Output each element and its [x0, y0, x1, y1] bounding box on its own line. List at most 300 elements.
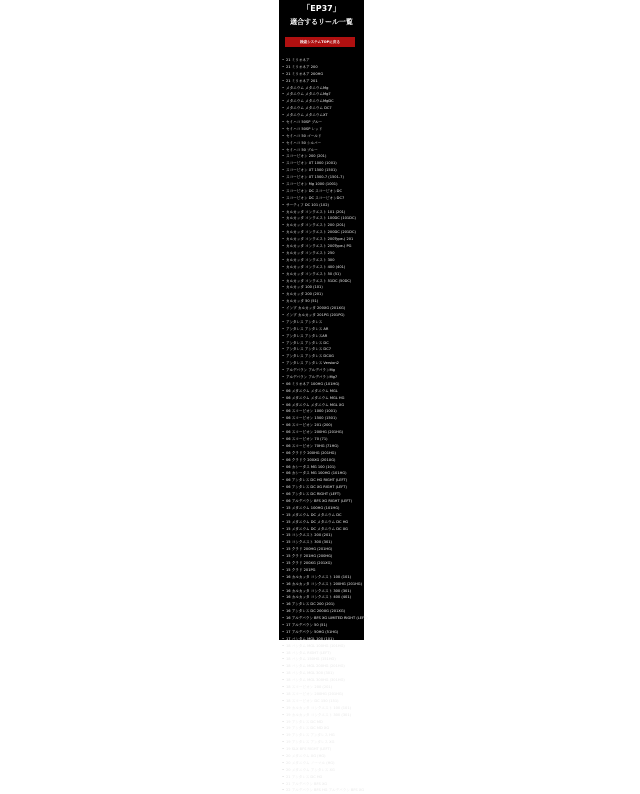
reel-list-item[interactable] — [282, 319, 362, 326]
bullet-icon: • — [282, 602, 285, 607]
reel-list-item[interactable] — [282, 787, 365, 794]
bullet-icon: • — [282, 519, 285, 524]
reel-list-item-label: 06 スコーピオン 70 (71) — [286, 436, 328, 441]
bullet-icon: • — [282, 354, 285, 359]
bullet-icon: • — [282, 478, 285, 483]
reel-list-item-label: スコーピオン Mg 1000 (1001) — [286, 182, 338, 187]
reel-list-item-label: 17 アルデバラン 50 (51) — [286, 623, 328, 628]
reel-list-item[interactable] — [282, 705, 362, 712]
reel-list-item[interactable] — [282, 257, 362, 264]
bullet-icon: • — [282, 175, 285, 180]
reel-list-item[interactable] — [282, 519, 362, 526]
bullet-icon: • — [282, 120, 285, 125]
reel-list-item-label: セイハコ 50SP レッド — [286, 126, 323, 131]
reel-list-item-label: スコーピオン 200 (201) — [286, 154, 327, 159]
bullet-icon: • — [282, 485, 285, 490]
reel-list-item[interactable] — [282, 539, 362, 546]
bullet-icon: • — [282, 388, 285, 393]
bullet-icon: • — [282, 409, 285, 414]
reel-list-item-label: 15 メタニウム DC メタニウム DC HG — [286, 519, 349, 524]
reel-list-item[interactable] — [282, 250, 362, 257]
bullet-icon: • — [282, 340, 285, 345]
reel-list-item-label: アンタレス アンタレスAR — [286, 333, 328, 338]
bullet-icon: • — [282, 78, 285, 83]
reel-list-item[interactable] — [282, 236, 362, 243]
reel-list-item[interactable] — [282, 691, 362, 698]
bullet-icon: • — [282, 423, 285, 428]
reel-list-panel — [279, 0, 368, 793]
bullet-icon: • — [282, 333, 285, 338]
reel-list-item[interactable] — [282, 725, 362, 732]
reel-list-item-label: スコーピオン XT 1500 (1501) — [286, 168, 337, 173]
reel-list-item-label: カルカッタ コンクエスト 200 (201) — [286, 223, 346, 228]
bullet-icon: • — [282, 533, 285, 538]
bullet-icon: • — [282, 92, 285, 97]
bullet-icon: • — [282, 182, 285, 187]
bullet-icon: • — [282, 588, 285, 593]
reel-list-item-label: 16 カルカッタ コンクエスト 100 (101) — [286, 574, 352, 579]
reel-list-item-label: 06 クラドラ 200XG (201XG) — [286, 457, 336, 462]
back-to-search-top-button[interactable]: 検索システムTOPに戻る — [285, 37, 355, 47]
bullet-icon: • — [282, 671, 285, 676]
reel-list-item[interactable] — [282, 712, 362, 719]
bullet-icon: • — [282, 492, 285, 497]
reel-list-item-label: 06 アルデバラン BFS XG RIGHT (LEFT) — [286, 499, 352, 503]
reel-list-item[interactable] — [282, 574, 362, 581]
reel-list-item[interactable] — [282, 464, 362, 471]
bullet-icon: • — [282, 788, 285, 793]
reel-list-item[interactable] — [282, 388, 362, 395]
reel-list-item[interactable] — [282, 663, 362, 670]
bullet-icon: • — [282, 719, 285, 724]
bullet-icon: • — [282, 581, 285, 586]
bullet-icon: • — [282, 361, 285, 366]
reel-list-item-label: スコーピオン XT 1000 (1001) — [286, 161, 337, 166]
reel-list-item-label: 15 メタニウム DC メタニウム DC — [286, 512, 342, 517]
bullet-icon: • — [282, 216, 285, 221]
reel-list-item[interactable] — [282, 746, 362, 753]
bullet-icon: • — [282, 374, 285, 379]
reel-list-item[interactable] — [282, 147, 362, 154]
bullet-icon: • — [282, 326, 285, 331]
reel-list-item[interactable] — [282, 470, 362, 477]
bullet-icon: • — [282, 540, 285, 545]
reel-list-item-label: カルカッタ 100 (101) — [286, 285, 323, 290]
bullet-icon: • — [282, 368, 285, 373]
reel-list-item[interactable] — [282, 264, 362, 271]
reel-list-item[interactable] — [282, 422, 362, 429]
bullet-icon: • — [282, 58, 285, 62]
reel-list-item-label: 19 アンタレス アンタレス XG — [286, 740, 335, 745]
reel-list-item-label: セイハコ 50 ゴールド — [286, 133, 322, 138]
reel-list-item[interactable] — [282, 457, 362, 464]
reel-list-item-label: 06 カシータス MG 100HG (101HG) — [286, 471, 347, 476]
reel-list-item-label: 18 バンタム MGL 100HG (101HG) — [286, 643, 345, 648]
reel-list-item-label: 16 カルカッタ コンクエスト 400 (401) — [286, 595, 352, 600]
reel-list-item[interactable] — [282, 346, 362, 353]
reel-list-item-label: アンタレス アンタレス DCXG — [286, 354, 334, 359]
bullet-icon: • — [282, 113, 285, 118]
bullet-icon: • — [282, 312, 285, 317]
reel-list-item[interactable] — [282, 650, 362, 657]
reel-list-item[interactable] — [282, 312, 362, 319]
reel-list-item-label: 18 バンタム RIGHT (LEFT) — [286, 650, 331, 655]
reel-list-item-label: カルカッタ コンクエスト 250 — [286, 250, 335, 255]
reel-list-item[interactable] — [282, 594, 362, 601]
bullet-icon: • — [282, 567, 285, 572]
bullet-icon: • — [282, 209, 285, 214]
bullet-icon: • — [282, 443, 285, 448]
reel-list-item-label: アンタレス アンタレス — [286, 319, 323, 324]
reel-list-item[interactable] — [282, 222, 362, 229]
reel-list-item-label: 19 アンタレス DC MD XG — [286, 726, 330, 731]
bullet-icon: • — [282, 457, 285, 462]
reel-list-item-label: カルカッタ コンクエスト 200Type-J 201 — [286, 237, 354, 242]
bullet-icon: • — [282, 499, 285, 503]
reel-list-item-label: インプ カルカッタ 201PG (201PG) — [286, 312, 345, 317]
bullet-icon: • — [282, 747, 285, 752]
reel-list-item-label: 06 ミリオネア 100HG (101HG) — [286, 381, 340, 386]
reel-list-item-label: 19 カルカッタ コンクエスト 300 (301) — [286, 712, 352, 717]
reel-list-item[interactable] — [282, 719, 362, 726]
bullet-icon: • — [282, 257, 285, 262]
page-subtitle: 適合するリール一覧 — [290, 18, 353, 26]
reel-list-item[interactable] — [282, 636, 362, 643]
bullet-icon: • — [282, 436, 285, 441]
reel-list-item[interactable] — [282, 209, 362, 216]
bullet-icon: • — [282, 712, 285, 717]
reel-list-item-label: 21 アンタレス DC HG — [286, 774, 323, 779]
reel-list-item-label: メタニウム メタニウム DC7 — [286, 106, 332, 111]
bullet-icon: • — [282, 698, 285, 703]
bullet-icon: • — [282, 753, 285, 758]
bullet-icon: • — [282, 554, 285, 559]
reel-list-item[interactable] — [282, 505, 362, 512]
reel-list-item[interactable] — [282, 684, 362, 691]
reel-list-item-label: アルデバラン アルデバランMg — [286, 368, 335, 373]
reel-list-item-label: 18 バンタム 150HG (151HG) — [286, 657, 336, 662]
bullet-icon: • — [282, 71, 285, 76]
bullet-icon: • — [282, 526, 285, 531]
reel-list-item-label: 20 メタニウム ノーマル (HG) — [286, 760, 335, 765]
reel-list-item[interactable] — [282, 760, 362, 767]
bullet-icon: • — [282, 623, 285, 628]
reel-list-item[interactable] — [282, 581, 362, 588]
reel-list-item-label: カルカッタ 200 (201) — [286, 292, 323, 297]
reel-list-item[interactable] — [282, 284, 362, 291]
reel-list-item[interactable] — [282, 567, 362, 574]
reel-list-item-label: 18 スコーピオン DC 150 (151) — [286, 698, 339, 703]
bullet-icon: • — [282, 99, 285, 104]
reel-list-item[interactable] — [282, 643, 362, 650]
bullet-icon: • — [282, 244, 285, 249]
reel-list-item[interactable] — [282, 608, 362, 615]
bullet-icon: • — [282, 237, 285, 242]
reel-list-item[interactable] — [282, 560, 362, 567]
reel-list-item[interactable] — [282, 443, 362, 450]
reel-list-item-label: サーティフ DC 101 (102) — [286, 202, 329, 207]
reel-list-item-label: 06 スコーピオン 1500 (1501) — [286, 416, 337, 421]
reel-list-item-label: メタニウム メタニウムMg7 — [286, 92, 331, 97]
reel-list-item-label: カルカッタ コンクエスト 400 (401) — [286, 264, 346, 269]
reel-list-item-label: カルカッタ コンクエスト 300 — [286, 257, 335, 262]
reel-list-item[interactable] — [282, 670, 362, 677]
bullet-icon: • — [282, 140, 285, 145]
reel-list-item[interactable] — [282, 126, 362, 133]
reel-list-item[interactable] — [282, 408, 362, 415]
bullet-icon: • — [282, 781, 285, 786]
reel-list-item-label: カルカッタ コンクエスト 100DC (101DC) — [286, 216, 356, 221]
reel-list-item-label: 15 メタニウム DC メタニウム DC XG — [286, 526, 348, 531]
reel-list-item-label: セイハコ 50SP ブルー — [286, 120, 323, 125]
reel-list-item[interactable] — [282, 195, 362, 202]
reel-list-item[interactable] — [282, 732, 362, 739]
bullet-icon: • — [282, 168, 285, 173]
reel-list-item-label: アンタレス アンタレス Version2 — [286, 361, 339, 366]
reel-list-item[interactable] — [282, 160, 362, 167]
reel-list-item-label: 06 アンタレス DC RIGHT (LEFT) — [286, 492, 341, 497]
reel-list-item-label: 18 スコーピオン 200HG (201HG) — [286, 691, 344, 696]
bullet-icon: • — [282, 471, 285, 476]
reel-list-item[interactable] — [282, 78, 362, 85]
reel-list-item-label: メタニウム メタニウムMgDC — [286, 99, 334, 104]
reel-list-item-label: カルカッタ コンクエスト 51DC (50DC) — [286, 278, 352, 283]
reel-list-item-label: アンタレス アンタレス DC — [286, 340, 329, 345]
reel-list-item[interactable] — [282, 546, 362, 553]
bullet-icon: • — [282, 250, 285, 255]
reel-list-item-label: 06 メタニウム メタニウム MGL XG — [286, 402, 345, 407]
reel-list-item[interactable] — [282, 491, 362, 498]
reel-list-item[interactable] — [282, 656, 362, 663]
reel-list-item[interactable] — [282, 85, 362, 92]
reel-list-item[interactable] — [282, 512, 362, 519]
reel-list-item-label: カルカッタ コンクエスト 101 (201) — [286, 209, 346, 214]
reel-list-item[interactable] — [282, 615, 368, 622]
bullet-icon: • — [282, 616, 285, 621]
reel-list-item[interactable] — [282, 367, 362, 374]
reel-list-item[interactable] — [282, 167, 362, 174]
reel-list-item[interactable] — [282, 526, 362, 533]
reel-list-item-label: 21 アルデバラン BFS XG — [286, 781, 328, 786]
reel-list-item-label: 19 アンタレス アンタレス HG — [286, 733, 335, 738]
bullet-icon: • — [282, 450, 285, 455]
reel-list-item-label: メタニウム メタニウムMg — [286, 85, 329, 90]
reel-list-item-label: 18 バンタム MGL 300HG (301HG) — [286, 678, 345, 683]
reel-list-item[interactable] — [282, 140, 362, 147]
bullet-icon: • — [282, 402, 285, 407]
bullet-icon: • — [282, 760, 285, 765]
reel-list-item-label: 06 スコーピオン 70HG (71HG) — [286, 443, 339, 448]
reel-list-item[interactable] — [282, 436, 362, 443]
page-title: 「EP37」 — [302, 4, 341, 13]
reel-list-item-label: 06 スコーピオン 200HG (201HG) — [286, 430, 344, 435]
reel-list-item[interactable] — [282, 119, 362, 126]
reel-list-item[interactable] — [282, 677, 362, 684]
reel-list-item[interactable] — [282, 353, 362, 360]
reel-list-item-label: インプ カルカッタ 200XG (201XG) — [286, 306, 346, 311]
reel-list-item[interactable] — [282, 215, 362, 222]
bullet-icon: • — [282, 278, 285, 283]
reel-list-item-label: セイハコ 50 ブルー — [286, 147, 318, 152]
bullet-icon: • — [282, 133, 285, 138]
reel-list-item[interactable] — [282, 553, 362, 560]
reel-list-item[interactable] — [282, 98, 362, 105]
reel-list-item-label: 06 メタニウム メタニウム MGL HG — [286, 395, 345, 400]
reel-list-item-label: 19 SLX BFS RIGHT (LEFT) — [286, 747, 332, 752]
bullet-icon: • — [282, 464, 285, 469]
reel-list-item[interactable] — [282, 91, 362, 98]
reel-list-item[interactable] — [282, 415, 362, 422]
reel-list-item-label: アンタレス アンタレス DC7 — [286, 347, 331, 352]
reel-list-item[interactable] — [282, 243, 362, 250]
reel-list-item[interactable] — [282, 698, 362, 705]
bullet-icon: • — [282, 726, 285, 731]
reel-list-item-label: 19 アンタレス DC MD — [286, 719, 323, 724]
reel-list-item-label: 06 カシータス MG 100 (101) — [286, 464, 336, 469]
reel-list-item-label: 17 バンタム MGL 100 (101) — [286, 636, 334, 641]
bullet-icon: • — [282, 705, 285, 710]
reel-list-item-label: 06 スコーピオン 1000 (1001) — [286, 409, 337, 414]
reel-list-item[interactable] — [282, 181, 362, 188]
reel-list-item-label: 06 メタニウム メタニウム MGL — [286, 388, 338, 393]
reel-list-item-label: 17 アルデバラン 50HG (51HG) — [286, 629, 339, 634]
bullet-icon: • — [282, 685, 285, 690]
reel-list-item-label: 15 コンクエスト 200 (201) — [286, 533, 332, 538]
bullet-icon: • — [282, 767, 285, 772]
reel-list-item[interactable] — [282, 360, 362, 367]
reel-list-item-label: 18 スコーピオン 200 (201) — [286, 685, 333, 690]
reel-list-item[interactable] — [282, 532, 362, 539]
bullet-icon: • — [282, 202, 285, 207]
bullet-icon: • — [282, 664, 285, 669]
bullet-icon: • — [282, 595, 285, 600]
bullet-icon: • — [282, 285, 285, 290]
reel-list-item-label: 20 メタニウム アンタレス XG — [286, 767, 335, 772]
reel-list-item[interactable] — [282, 202, 362, 209]
reel-list-item-label: 20 メタニウム XG (HG) — [286, 753, 326, 758]
bullet-icon: • — [282, 85, 285, 90]
reel-list-item[interactable] — [282, 291, 362, 298]
reel-list-item[interactable] — [282, 498, 362, 505]
bullet-icon: • — [282, 347, 285, 352]
reel-list-item-label: 06 スコーピオン 201 (200) — [286, 423, 333, 428]
reel-list-item[interactable] — [282, 57, 362, 64]
reel-list-item[interactable] — [282, 271, 362, 278]
reel-list-item[interactable] — [282, 333, 362, 340]
reel-list-item[interactable] — [282, 112, 362, 119]
reel-list-item[interactable] — [282, 278, 362, 285]
reel-list-item-label: セイハコ 50 シルバー — [286, 140, 322, 145]
bullet-icon: • — [282, 733, 285, 738]
bullet-icon: • — [282, 126, 285, 131]
reel-list-item[interactable] — [282, 395, 362, 402]
reel-list-item-label: 15 メタニウム 100HG (101HG) — [286, 505, 340, 510]
reel-list — [282, 57, 368, 794]
bullet-icon: • — [282, 505, 285, 510]
bullet-icon: • — [282, 678, 285, 683]
reel-list-item[interactable] — [282, 153, 362, 160]
bullet-icon: • — [282, 264, 285, 269]
reel-list-item[interactable] — [282, 105, 362, 112]
bullet-icon: • — [282, 195, 285, 200]
bullet-icon: • — [282, 306, 285, 311]
reel-list-item-label: アンタレス アンタレス AR — [286, 326, 329, 331]
reel-list-item[interactable] — [282, 753, 362, 760]
bullet-icon: • — [282, 650, 285, 655]
reel-list-item-label: 18 バンタム MGL 200HG (201HG) — [286, 664, 345, 669]
bullet-icon: • — [282, 292, 285, 297]
bullet-icon: • — [282, 147, 285, 152]
reel-list-item[interactable] — [282, 588, 362, 595]
reel-list-item[interactable] — [282, 484, 362, 491]
reel-list-item-label: 19 カルカッタ コンクエスト 100 (101) — [286, 705, 352, 710]
reel-list-item-label: スコーピオン DC スコーピオンDC7 — [286, 195, 345, 200]
reel-list-item-label: 22 アルデバラン BFS HG アルデバラン BFS XG — [286, 788, 365, 793]
bullet-icon: • — [282, 657, 285, 662]
reel-list-item[interactable] — [282, 781, 362, 788]
reel-list-item[interactable] — [282, 326, 362, 333]
reel-list-item[interactable] — [282, 64, 362, 71]
reel-list-item[interactable] — [282, 767, 362, 774]
reel-list-item-label: 15 クラド 200HG (201HG) — [286, 547, 333, 552]
reel-list-item-label: 16 アンタレス DC 200XG (201XG) — [286, 609, 346, 614]
reel-list-item-label: 21 ミリオネア 200 — [286, 64, 318, 69]
reel-list-item-label: スコーピオン DC スコーピオンDC — [286, 188, 342, 193]
reel-list-item-label: スコーピオン XT 1500-7 (1501-7) — [286, 175, 344, 180]
reel-list-item[interactable] — [282, 429, 362, 436]
reel-list-item-label: カルカッタ コンクエスト 200Type-J PG — [286, 244, 352, 249]
reel-list-item[interactable] — [282, 188, 362, 195]
reel-list-item[interactable] — [282, 174, 362, 181]
reel-list-item-label: カルカッタ 50 (51) — [286, 299, 319, 304]
bullet-icon: • — [282, 188, 285, 193]
reel-list-item[interactable] — [282, 774, 362, 781]
reel-list-item[interactable] — [282, 133, 362, 140]
reel-list-item[interactable] — [282, 298, 362, 305]
reel-list-item-label: アルデバラン アルデバランMg7 — [286, 374, 338, 379]
reel-list-item-label: 15 クラド 201PG — [286, 567, 316, 572]
bullet-icon: • — [282, 740, 285, 745]
reel-list-item[interactable] — [282, 450, 362, 457]
reel-list-item[interactable] — [282, 477, 362, 484]
reel-list-item[interactable] — [282, 374, 362, 381]
reel-list-item-label: 15 コンクエスト 300 (301) — [286, 540, 332, 545]
bullet-icon: • — [282, 161, 285, 166]
reel-list-item[interactable] — [282, 229, 362, 236]
reel-list-item[interactable] — [282, 601, 362, 608]
bullet-icon: • — [282, 154, 285, 159]
reel-list-item[interactable] — [282, 340, 362, 347]
bullet-icon: • — [282, 774, 285, 779]
reel-list-item[interactable] — [282, 622, 362, 629]
reel-list-item-label: 06 クラドラ 200HG (201HG) — [286, 450, 336, 455]
bullet-icon: • — [282, 64, 285, 69]
bullet-icon: • — [282, 691, 285, 696]
reel-list-item-label: 21 ミリオネア 201 — [286, 78, 318, 83]
bullet-icon: • — [282, 395, 285, 400]
bullet-icon: • — [282, 561, 285, 566]
reel-list-item[interactable] — [282, 739, 362, 746]
reel-list-item[interactable] — [282, 305, 362, 312]
reel-list-item-label: 16 カルカッタ コンクエスト 300 (301) — [286, 588, 352, 593]
reel-list-item[interactable] — [282, 402, 362, 409]
reel-list-item[interactable] — [282, 71, 362, 78]
reel-list-item[interactable] — [282, 381, 362, 388]
reel-list-item-label: 15 クラド 201HG (200HG) — [286, 554, 333, 559]
reel-list-item-label: 15 クラド 200XG (201XG) — [286, 561, 332, 566]
bullet-icon: • — [282, 299, 285, 304]
reel-list-item[interactable] — [282, 629, 362, 636]
